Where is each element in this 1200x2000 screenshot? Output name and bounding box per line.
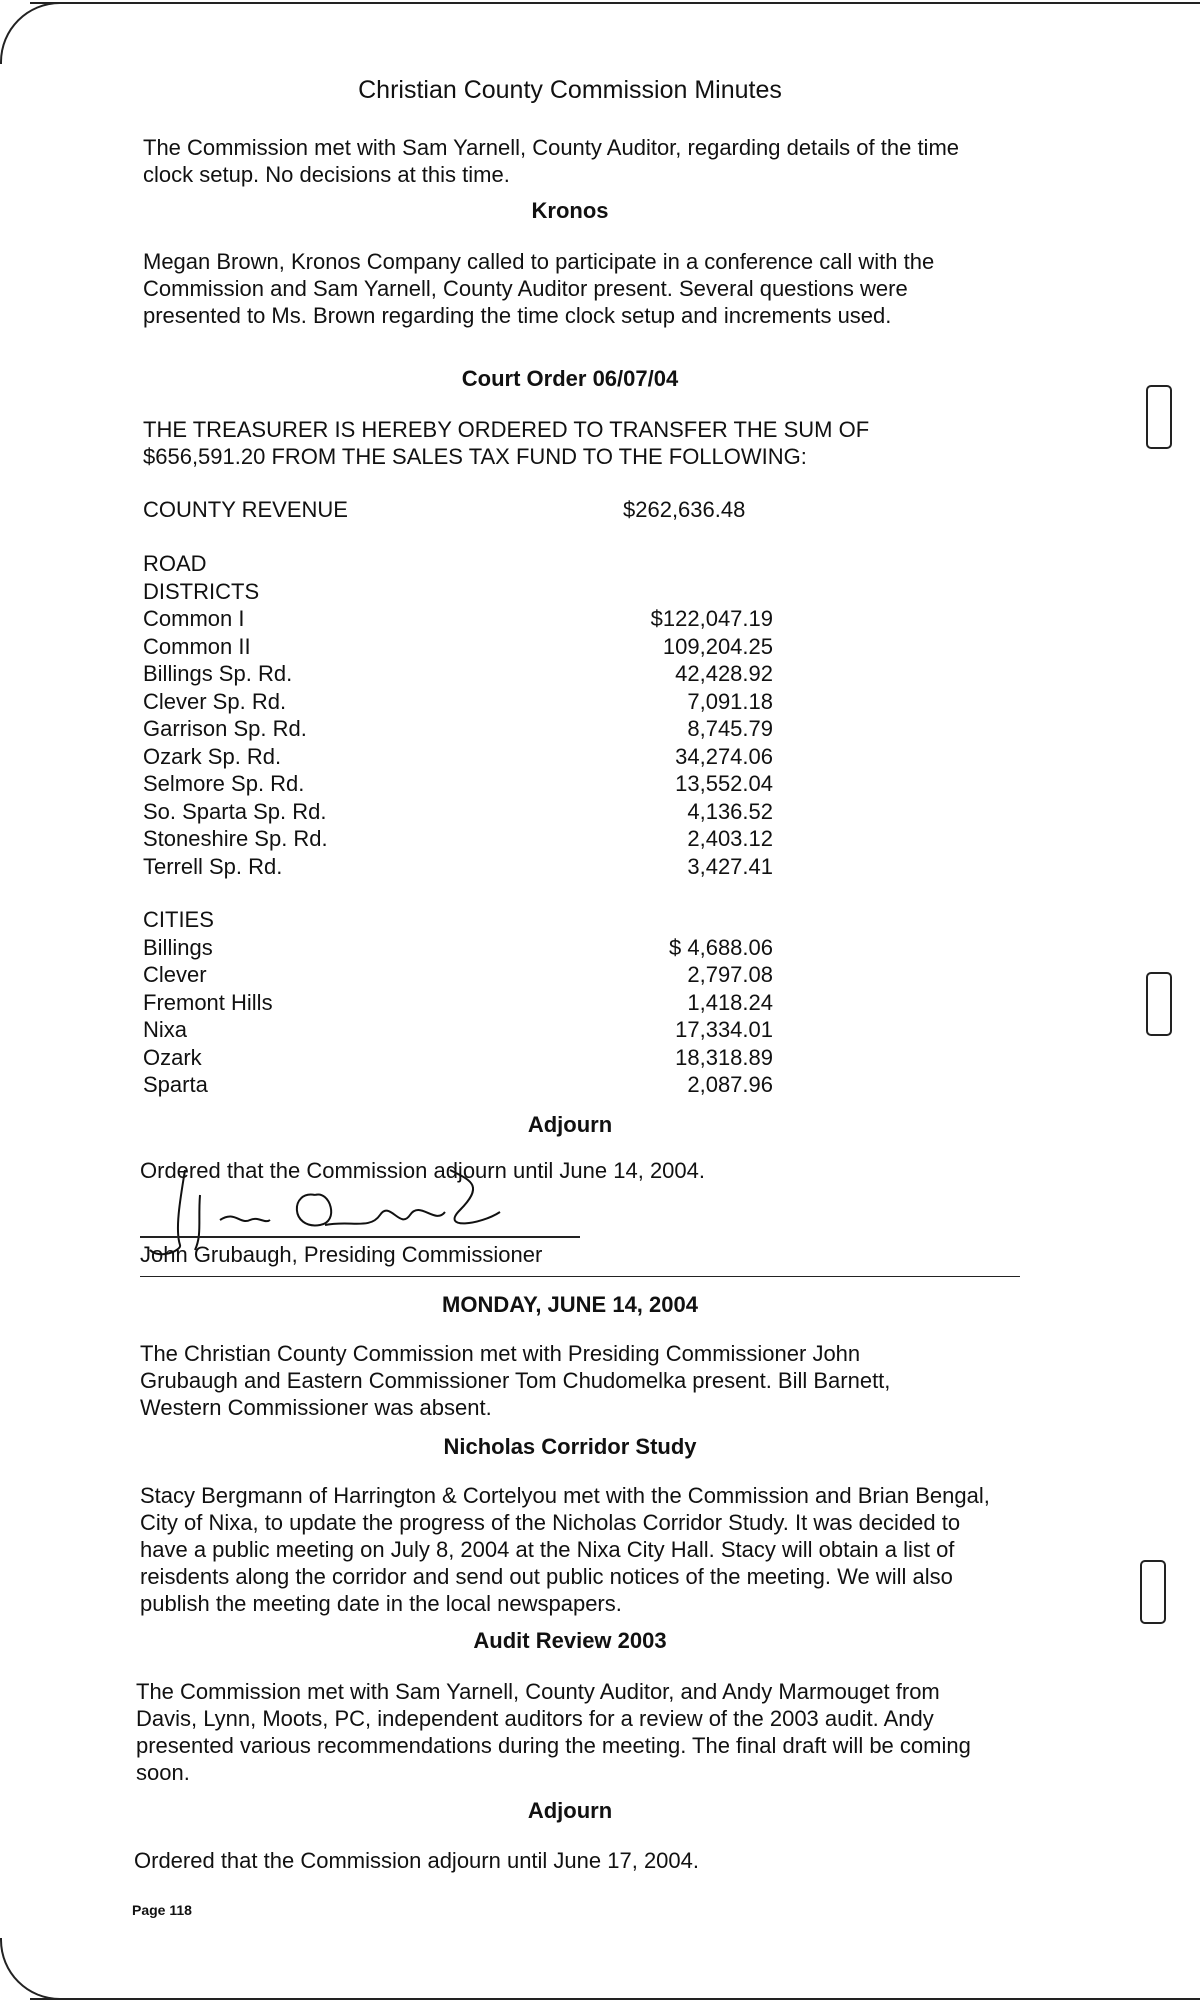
nicholas-paragraph: Stacy Bergmann of Harrington & Cortelyou met with the Commission and Brian Bengal, City of Nixa, to update the progress of the Nicholas Corridor Study. It was decided to have a public meeting on July 8, 2004 at the Nixa City Hall. Stacy will obtain a list of reisdents along the corridor and send out public notices of the meeting. We will also publish the meeting date in the local newspapers. <box>140 1483 990 1616</box>
cities-table <box>143 906 803 1099</box>
road-name: Terrell Sp. Rd. <box>143 853 283 879</box>
table-row <box>143 1044 803 1072</box>
road-heading: ROAD <box>143 551 207 576</box>
kronos-heading: Kronos <box>531 198 609 223</box>
kronos-paragraph: Megan Brown, Kronos Company called to participate in a conference call with the Commission and Sam Yarnell, County Auditor present. Several questions were presented to Ms. Brown regarding the time clock setup and increments used. <box>143 249 935 328</box>
page-corner-bottom <box>0 1938 62 2000</box>
signer-name: John Grubaugh, Presiding Commissioner <box>140 1242 543 1267</box>
page-title: Christian County Commission Minutes <box>358 76 782 104</box>
date-heading: MONDAY, JUNE 14, 2004 <box>442 1292 698 1317</box>
city-amount: 1,418.24 <box>687 989 773 1015</box>
road-amount: 4,136.52 <box>687 798 773 824</box>
city-name: Billings <box>143 934 213 960</box>
road-amount: 2,403.12 <box>687 826 773 851</box>
road-amount: 34,274.06 <box>675 743 773 769</box>
road-name: Selmore Sp. Rd. <box>143 771 305 796</box>
table-row <box>143 961 803 989</box>
attendance-paragraph: The Christian County Commission met with Presiding Commissioner John Grubaugh and Eastern Commissioner Tom Chudomelka present. Bill Barnett, Western Commissioner was absent. <box>140 1341 891 1420</box>
districts-heading: DISTRICTS <box>143 578 260 604</box>
court-order-text: THE TREASURER IS HEREBY ORDERED TO TRANSFER THE SUM OF $656,591.20 FROM THE SALES TAX FUND TO THE FOLLOWING: <box>143 417 870 469</box>
table-row <box>143 715 803 743</box>
adjourn-heading-1: Adjourn <box>527 1112 613 1137</box>
road-amount: 8,745.79 <box>687 716 773 741</box>
county-revenue-row <box>143 496 803 524</box>
binder-hole-1 <box>1146 385 1172 449</box>
city-amount: 17,334.01 <box>675 1017 773 1042</box>
section-divider <box>140 1276 1020 1277</box>
city-name: Fremont Hills <box>143 989 273 1015</box>
page-corner-top <box>0 2 62 64</box>
table-row <box>143 798 803 826</box>
city-name: Nixa <box>143 1017 188 1042</box>
table-row <box>143 1016 803 1044</box>
road-name: Stoneshire Sp. Rd. <box>143 826 328 851</box>
city-name: Clever <box>143 962 207 987</box>
nicholas-heading: Nicholas Corridor Study <box>443 1434 697 1459</box>
road-name: Common II <box>143 633 251 659</box>
county-revenue-label: COUNTY REVENUE <box>143 497 348 522</box>
table-row <box>143 770 803 798</box>
city-amount: 18,318.89 <box>675 1044 773 1070</box>
road-amount: 42,428.92 <box>675 661 773 686</box>
county-revenue-amount: $262,636.48 <box>623 497 746 522</box>
road-amount: 3,427.41 <box>687 853 773 879</box>
audit-paragraph: The Commission met with Sam Yarnell, County Auditor, and Andy Marmouget from Davis, Lynn, Moots, PC, independent auditors for a review of the 2003 audit. Andy presented various recommendations during the meeting. The final draft will be coming soon. <box>136 1679 971 1785</box>
table-row <box>143 989 803 1017</box>
road-name: Garrison Sp. Rd. <box>143 716 307 741</box>
table-row <box>143 934 803 962</box>
road-amount: 7,091.18 <box>687 688 773 714</box>
table-row <box>143 853 803 881</box>
city-amount: 2,087.96 <box>687 1072 773 1097</box>
binder-hole-3 <box>1140 1560 1166 1624</box>
adjourn-text-2: Ordered that the Commission adjourn until June 17, 2004. <box>134 1848 699 1873</box>
city-amount: 2,797.08 <box>687 962 773 987</box>
page-number: Page 118 <box>132 1902 192 1918</box>
intro-paragraph: The Commission met with Sam Yarnell, County Auditor, regarding details of the time clock setup. No decisions at this time. <box>143 135 960 187</box>
court-order-heading: Court Order 06/07/04 <box>461 366 679 391</box>
page-border-top <box>30 2 1200 4</box>
signature-line <box>140 1236 580 1238</box>
table-row <box>143 633 803 661</box>
road-districts-table <box>143 550 803 880</box>
road-name: Clever Sp. Rd. <box>143 688 287 714</box>
adjourn-heading-2: Adjourn <box>527 1798 613 1823</box>
table-row <box>143 660 803 688</box>
road-amount: $122,047.19 <box>650 606 773 631</box>
cities-heading: CITIES <box>143 907 214 932</box>
city-name: Ozark <box>143 1044 202 1070</box>
table-row <box>143 688 803 716</box>
audit-heading: Audit Review 2003 <box>473 1628 667 1653</box>
city-amount: $ 4,688.06 <box>669 934 773 960</box>
table-row <box>143 605 803 633</box>
city-name: Sparta <box>143 1072 208 1097</box>
road-amount: 109,204.25 <box>662 633 773 659</box>
road-name: Billings Sp. Rd. <box>143 661 293 686</box>
table-row <box>143 743 803 771</box>
binder-hole-2 <box>1146 972 1172 1036</box>
adjourn-text-1: Ordered that the Commission adjourn until June 14, 2004. <box>140 1158 705 1183</box>
road-amount: 13,552.04 <box>675 771 773 796</box>
table-row <box>143 825 803 853</box>
road-name: Ozark Sp. Rd. <box>143 743 282 769</box>
road-name: Common I <box>143 606 245 631</box>
table-row <box>143 1071 803 1099</box>
road-name: So. Sparta Sp. Rd. <box>143 798 327 824</box>
